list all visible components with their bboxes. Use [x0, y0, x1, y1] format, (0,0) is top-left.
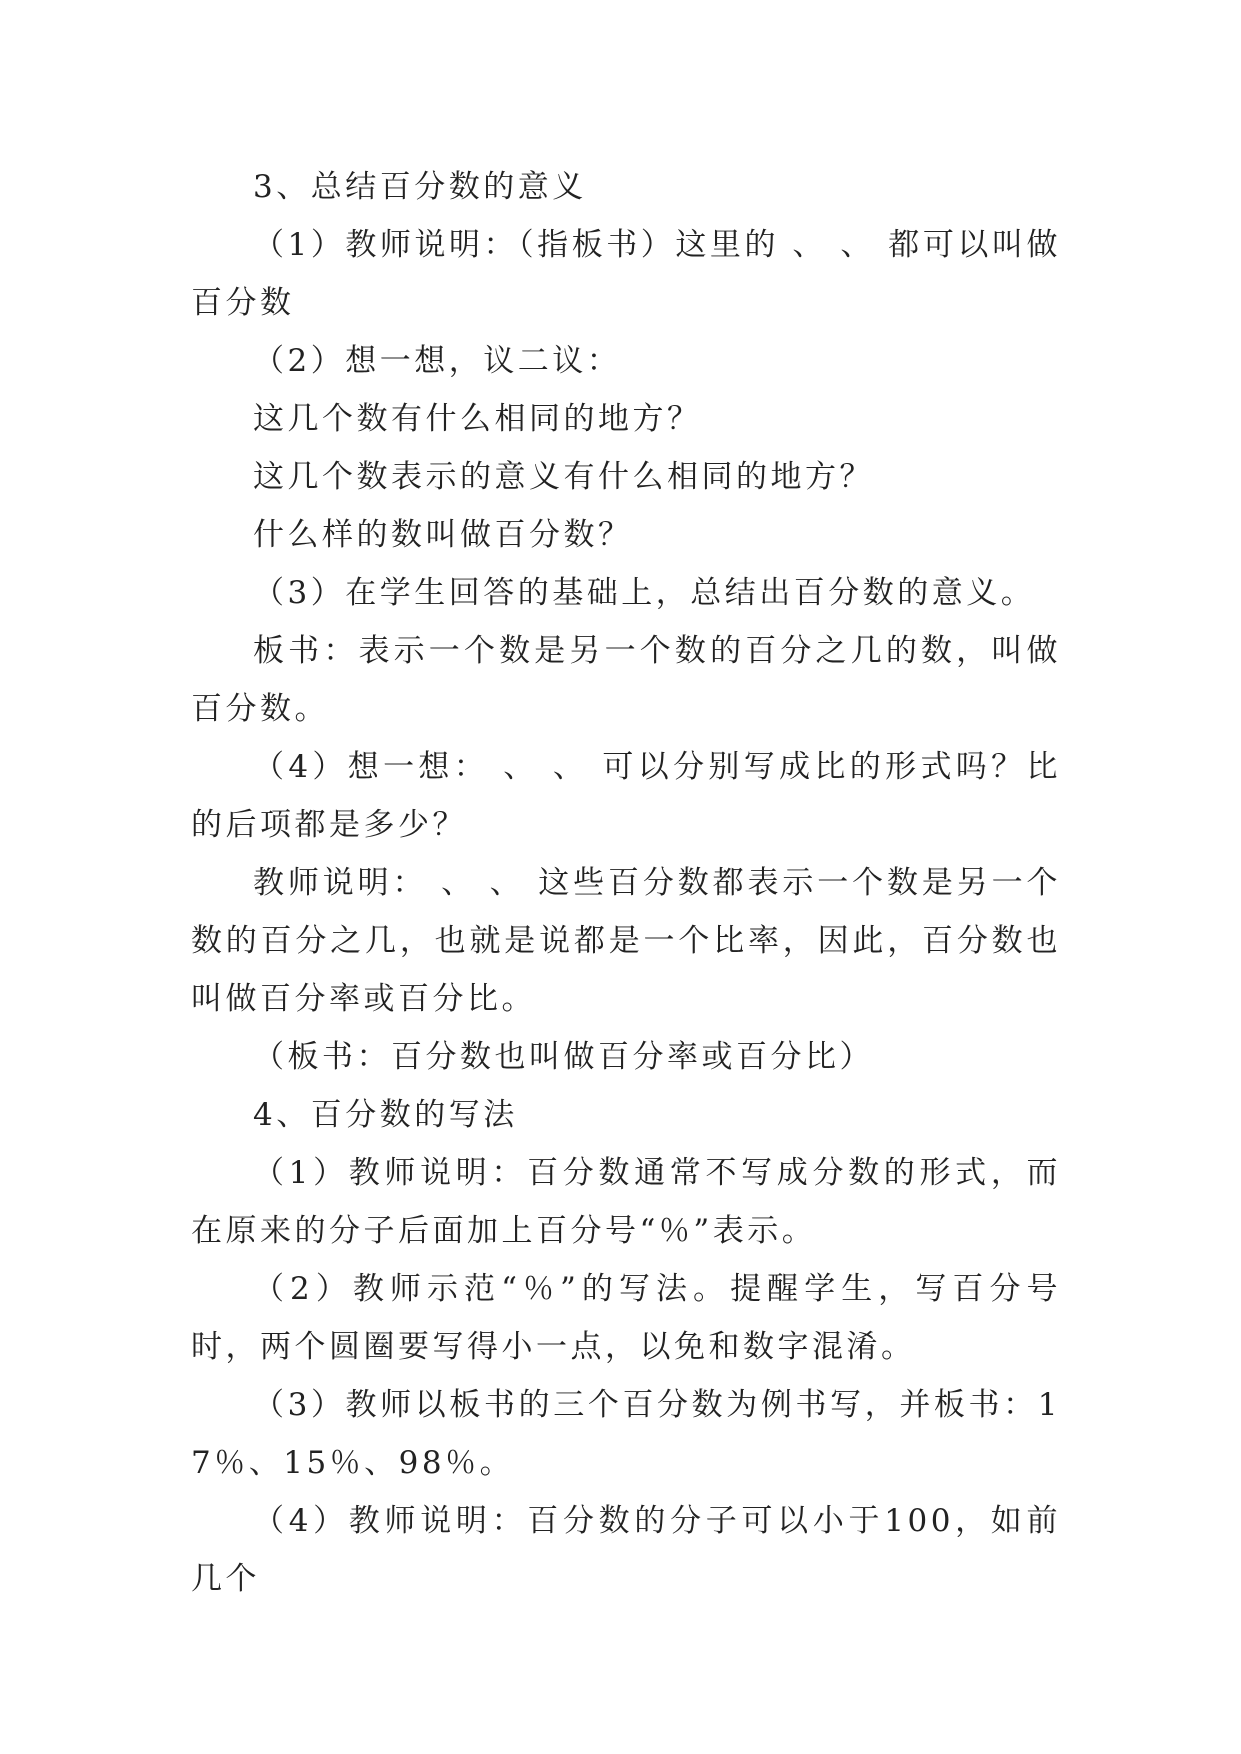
paragraph: （4）想一想： 、 、 可以分别写成比的形式吗？比的后项都是多少？ [191, 749, 1061, 843]
paragraph: （板书：百分数也叫做百分率或百分比） [253, 1039, 874, 1075]
paragraph: （2）教师示范“％”的写法。提醒学生，写百分号时，两个圆圈要写得小一点，以免和数字混淆。 [191, 1271, 1061, 1365]
paragraph: （1）教师说明：（指板书）这里的 、 、 都可以叫做百分数 [191, 227, 1061, 321]
paragraph: 什么样的数叫做百分数？ [253, 517, 633, 553]
document-body [191, 158, 1061, 1608]
paragraph: 这几个数表示的意义有什么相同的地方？ [253, 459, 874, 495]
paragraph: 教师说明： 、 、 这些百分数都表示一个数是另一个数的百分之几，也就是说都是一个比率，因此，百分数也叫做百分率或百分比。 [191, 865, 1061, 1017]
section-heading-writing: 4、百分数的写法 [253, 1097, 518, 1133]
paragraph: （3）在学生回答的基础上，总结出百分数的意义。 [253, 575, 1036, 611]
paragraph: （3）教师以板书的三个百分数为例书写，并板书：17％、15％、98％。 [191, 1387, 1061, 1481]
section-heading-meaning: 3、总结百分数的意义 [253, 169, 587, 205]
paragraph: 这几个数有什么相同的地方？ [253, 401, 702, 437]
paragraph: （1）教师说明：百分数通常不写成分数的形式，而在原来的分子后面加上百分号“％”表示。 [191, 1155, 1061, 1249]
paragraph: 板书：表示一个数是另一个数的百分之几的数，叫做百分数。 [191, 633, 1061, 727]
paragraph: （4）教师说明：百分数的分子可以小于100，如前几个 [191, 1503, 1061, 1597]
paragraph: （2）想一想，议二议： [253, 343, 622, 379]
